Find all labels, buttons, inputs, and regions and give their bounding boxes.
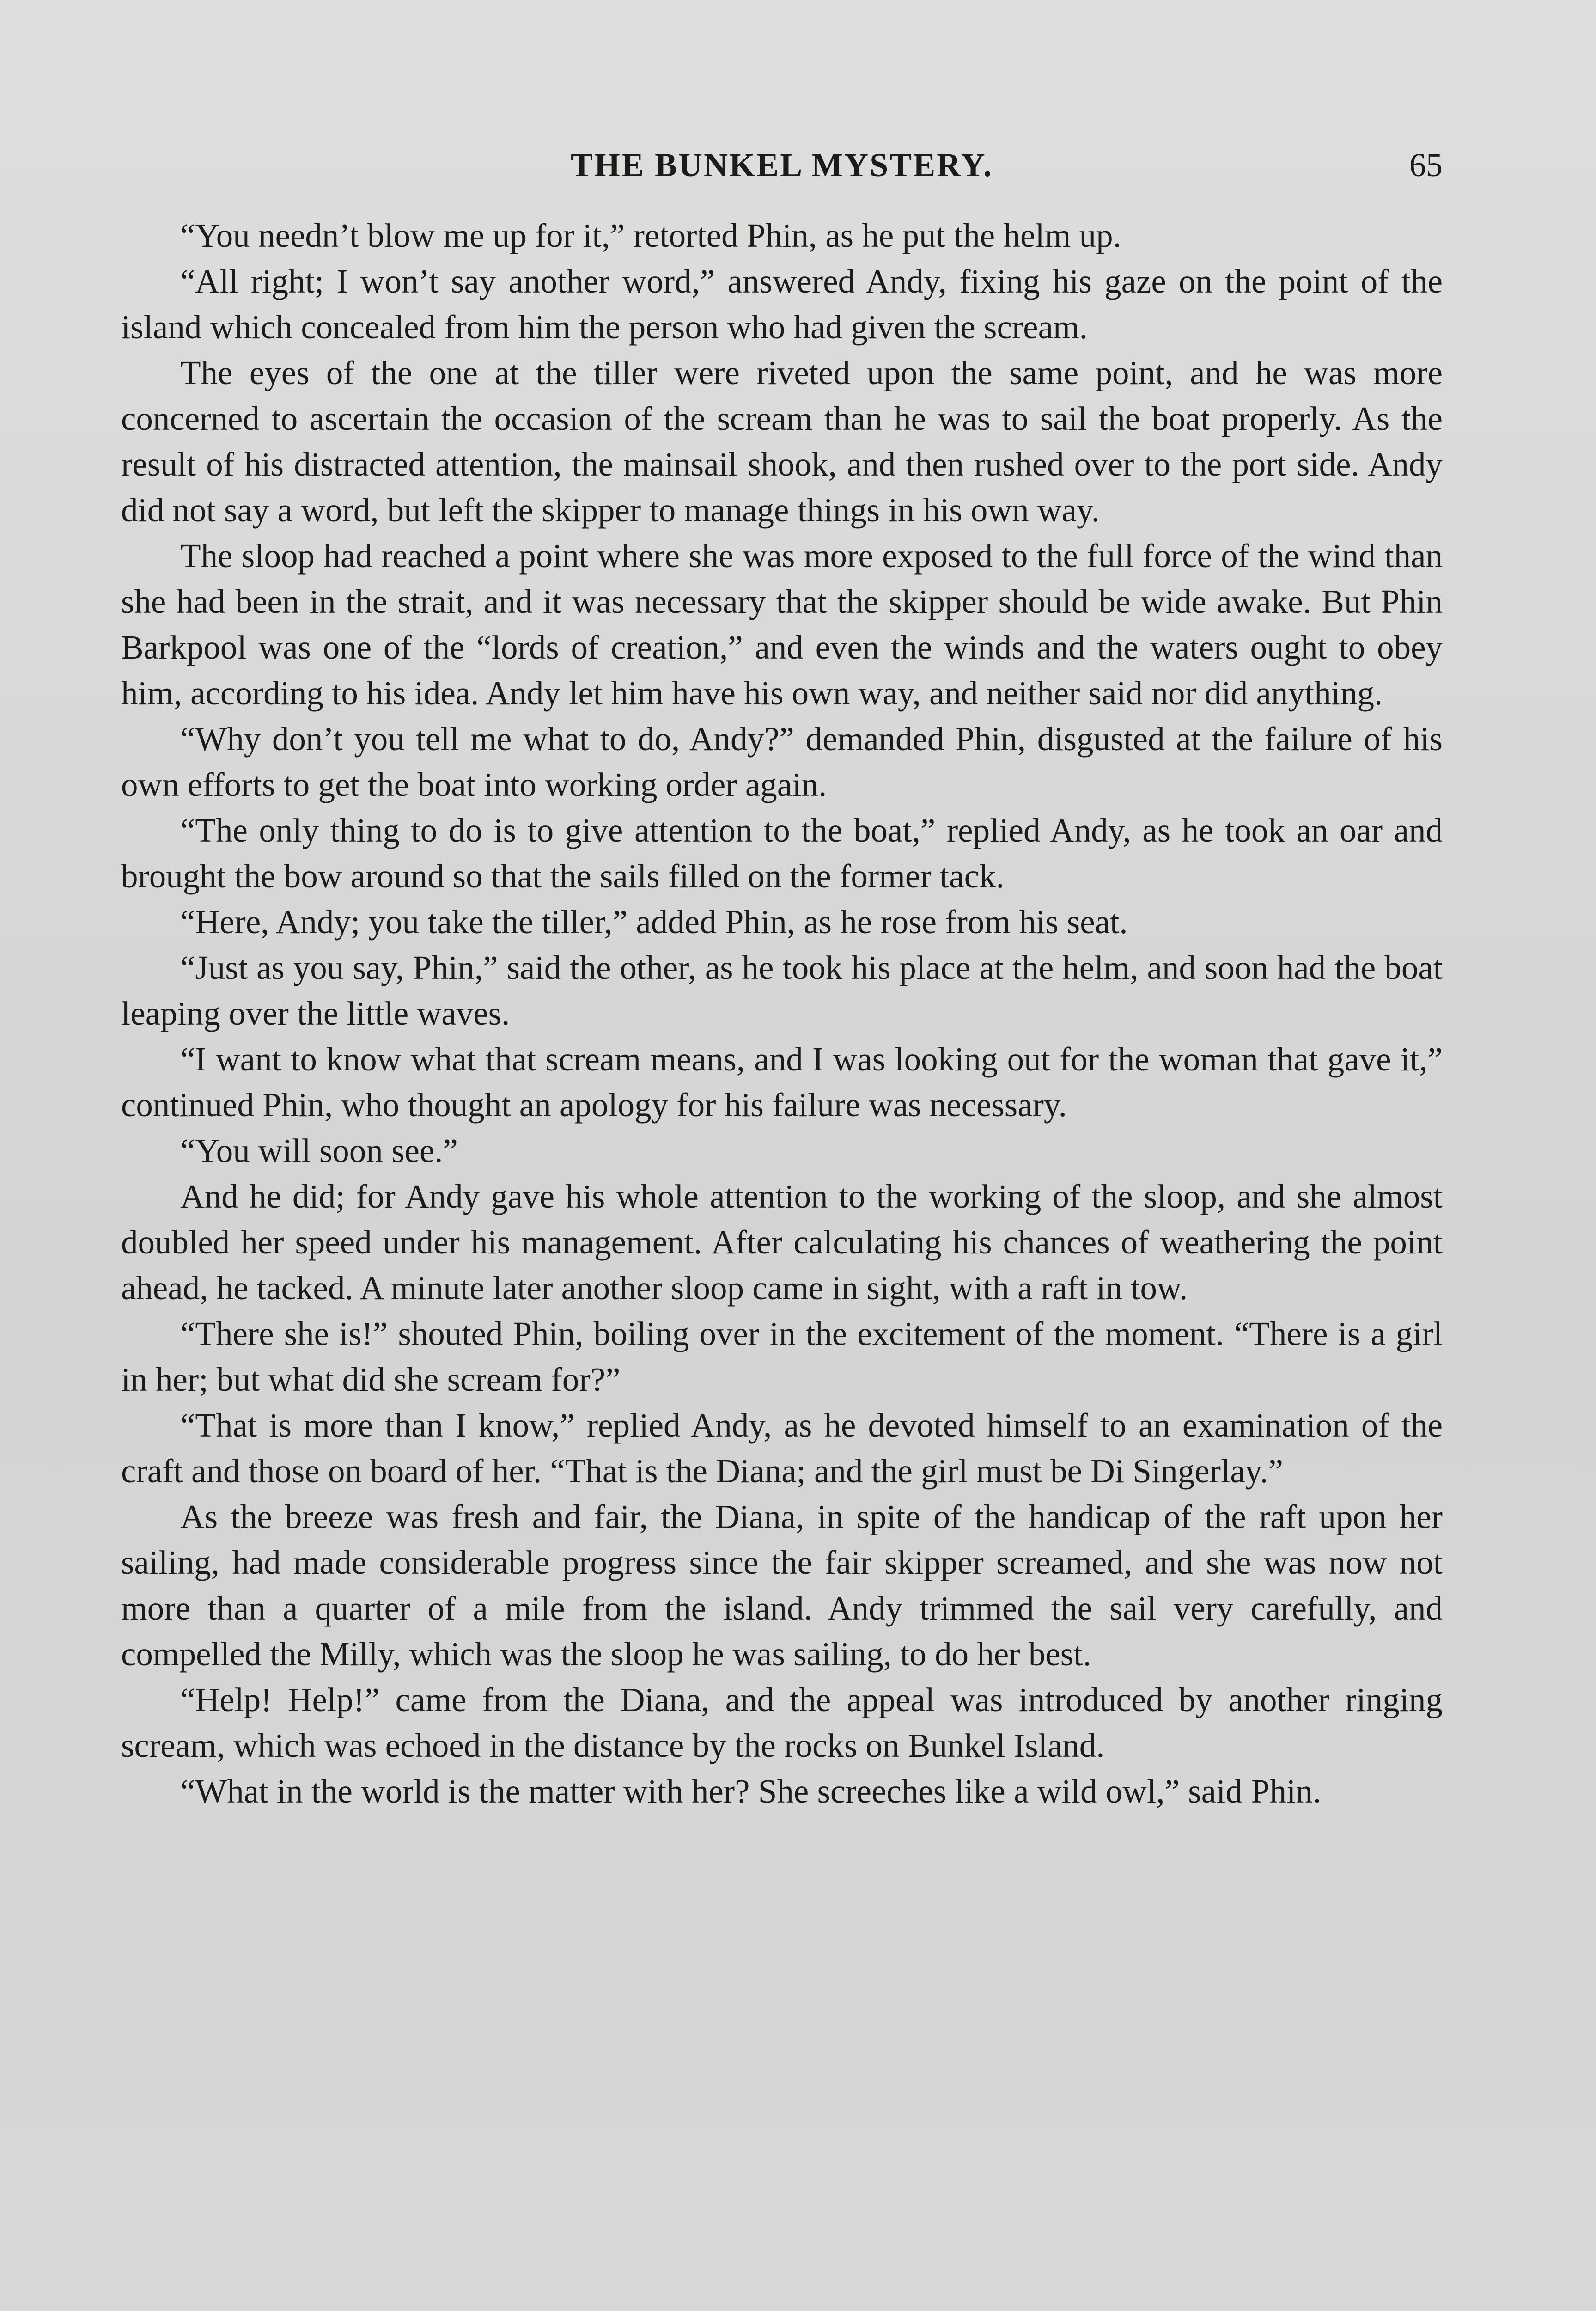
- running-head: THE BUNKEL MYSTERY.: [570, 147, 993, 183]
- paragraph: “I want to know what that scream means, and I was looking out for the woman that gave it,” continued Phin, who thought an apology for his failure was necessary.: [121, 1040, 1443, 1124]
- paragraph: “All right; I won’t say another word,” answered Andy, fixing his gaze on the point of the island which concealed from him the person who had given the scream.: [121, 263, 1443, 346]
- paragraph: “That is more than I know,” replied Andy, as he devoted himself to an examination of the craft and those on board of her. “That is the Diana; and the girl must be Di Singerlay.”: [121, 1406, 1443, 1490]
- page-header: [121, 139, 1443, 194]
- body-text: [121, 213, 1443, 1814]
- paragraph: “You will soon see.”: [180, 1132, 458, 1169]
- paragraph: “Here, Andy; you take the tiller,” added Phin, as he rose from his seat.: [180, 903, 1128, 941]
- paragraph: The sloop had reached a point where she was more exposed to the full force of the wind than she had been in the strait, and it was necessary that the skipper should be wide awake. But Phin Barkpool was one of the “lords of creation,” and even the winds and the waters ought to obey him, according to his idea. Andy let him have his own way, and neither said nor did anything.: [121, 537, 1443, 712]
- paragraph: “Help! Help!” came from the Diana, and the appeal was introduced by another ringing scream, which was echoed in the distance by the rocks on Bunkel Island.: [121, 1681, 1443, 1764]
- paragraph: “The only thing to do is to give attention to the boat,” replied Andy, as he took an oar and brought the bow around so that the sails filled on the former tack.: [121, 812, 1443, 895]
- paragraph: “There she is!” shouted Phin, boiling over in the excitement of the moment. “There is a girl in her; but what did she scream for?”: [121, 1315, 1443, 1398]
- paragraph: “Why don’t you tell me what to do, Andy?” demanded Phin, disgusted at the failure of his own efforts to get the boat into working order again.: [121, 720, 1443, 803]
- paragraph: “You needn’t blow me up for it,” retorted Phin, as he put the helm up.: [180, 217, 1121, 254]
- page-number: 65: [1409, 147, 1443, 183]
- paragraph: “Just as you say, Phin,” said the other, as he took his place at the helm, and soon had the boat leaping over the little waves.: [121, 949, 1443, 1032]
- paragraph: As the breeze was fresh and fair, the Diana, in spite of the handicap of the raft upon her sailing, had made considerable progress since the fair skipper screamed, and she was now not more than a quarter of a mile from the island. Andy trimmed the sail very carefully, and compelled the Milly, which was the sloop he was sailing, to do her best.: [121, 1498, 1443, 1673]
- paragraph: And he did; for Andy gave his whole attention to the working of the sloop, and she almost doubled her speed under his management. After calculating his chances of weathering the point ahead, he tacked. A minute later another sloop came in sight, with a raft in tow.: [121, 1178, 1443, 1307]
- paragraph: The eyes of the one at the tiller were riveted upon the same point, and he was more concerned to ascertain the occasion of the scream than he was to sail the boat properly. As the result of his distracted attention, the mainsail shook, and then rushed over to the port side. Andy did not say a word, but left the skipper to manage things in his own way.: [121, 354, 1443, 529]
- paragraph: “What in the world is the matter with her? She screeches like a wild owl,” said Phin.: [180, 1773, 1322, 1810]
